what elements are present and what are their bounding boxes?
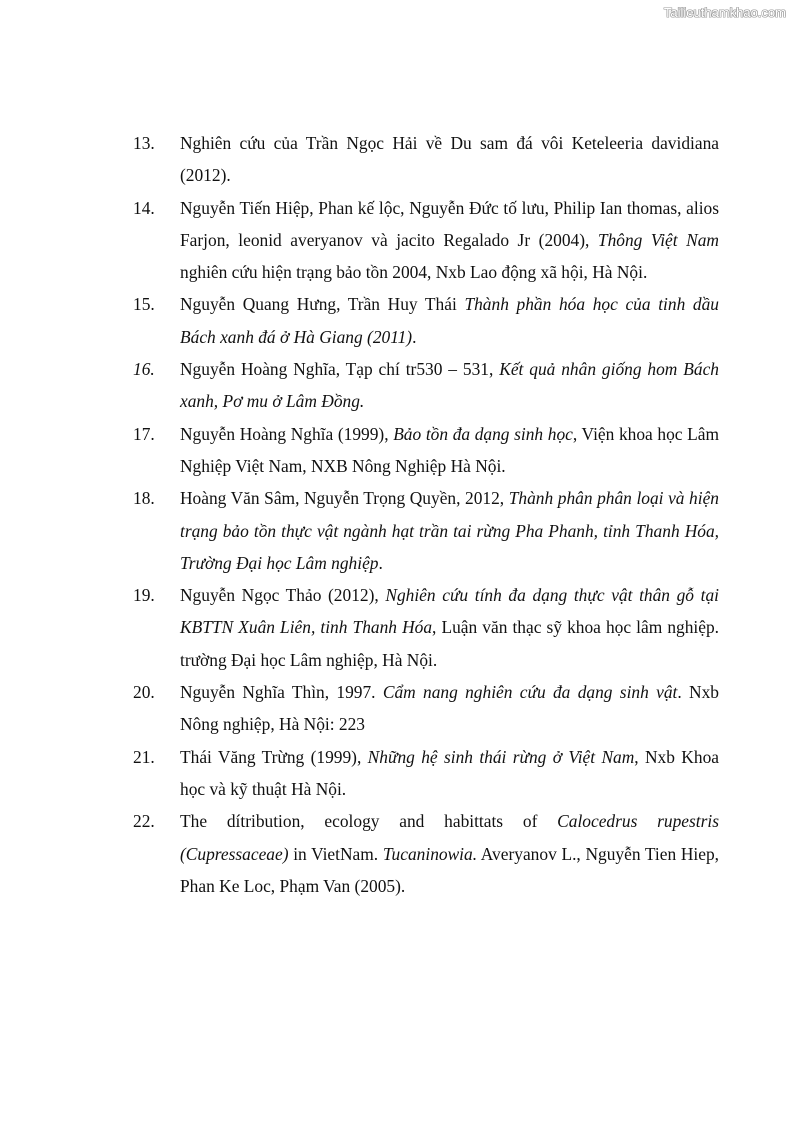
reference-item: [133, 741, 719, 806]
reference-text: [180, 488, 719, 573]
reference-journal: Tucaninowia.: [382, 843, 478, 864]
reference-number: 18.: [133, 488, 155, 509]
reference-title: Cẩm nang nghiên cứu đa dạng sinh vật: [382, 682, 678, 703]
reference-segment: Nguyễn Tiến Hiệp, Phan kế lộc, Nguyễn Đức tố lưu, Philip Ian thomas, alios Farjon, leonid averyanov và jacito Regalado Jr (2004),: [180, 197, 719, 250]
reference-number: 16.: [133, 359, 155, 380]
reference-text: [180, 359, 719, 411]
reference-segment: .: [378, 552, 383, 573]
reference-title: Bảo tồn đa dạng sinh học: [393, 423, 573, 444]
reference-segment: Nguyễn Nghĩa Thìn, 1997.: [180, 682, 383, 703]
reference-segment: Nguyễn Quang Hưng, Trần Huy Thái: [180, 294, 465, 315]
reference-segment: Averyanov L., Nguyễn Tien Hiep, Phan Ke Loc, Phạm Van (2005).: [180, 843, 719, 896]
reference-item: [133, 127, 719, 192]
reference-number: 22.: [133, 811, 155, 832]
reference-segment: , Viện khoa học Lâm Nghiệp Việt Nam, NXB Nông Nghiệp Hà Nội.: [180, 423, 720, 476]
reference-title: Thành phân phân loại và hiện trạng bảo tồn thực vật ngành hạt trần tai rừng Pha Phanh, tỉnh Thanh Hóa, Trường Đại học Lâm nghiệp: [180, 488, 719, 573]
reference-segment: Nguyễn Ngọc Thảo (2012),: [180, 585, 386, 606]
reference-segment: Nghiên cứu của Trần Ngọc Hải về Du sam đá vôi Keteleeria davidiana (2012).: [180, 133, 719, 186]
watermark: Tailieuthamkhao.com: [663, 5, 786, 20]
reference-item: [133, 482, 719, 579]
reference-segment: . Nxb Nông nghiệp, Hà Nội: 223: [180, 682, 719, 735]
reference-number: 14.: [133, 197, 155, 218]
reference-number: 21.: [133, 746, 155, 767]
reference-title: Thông Việt Nam: [597, 229, 719, 250]
reference-title: Những hệ sinh thái rừng ở Việt Nam: [367, 746, 635, 767]
reference-text: [180, 133, 719, 185]
reference-number: 19.: [133, 585, 155, 606]
reference-number: 15.: [133, 294, 155, 315]
reference-item: [133, 288, 719, 353]
reference-segment: , Luận văn thạc sỹ khoa học lâm nghiệp. trường Đại học Lâm nghiệp, Hà Nội.: [180, 617, 719, 670]
reference-title: Nghiên cứu tính đa dạng thực vật thân gỗ tại KBTTN Xuân Liên, tinh Thanh Hóa: [180, 585, 719, 638]
reference-segment: Thái Văng Trừng (1999),: [180, 746, 368, 767]
reference-segment: Nguyễn Hoàng Nghĩa, Tạp chí tr530 – 531,: [180, 359, 500, 380]
reference-title: Kết quả nhân giống hom Bách xanh, Pơ mu ở Lâm Đồng.: [180, 359, 719, 412]
reference-number: 20.: [133, 682, 155, 703]
reference-text: [180, 585, 719, 670]
reference-number: 13.: [133, 133, 155, 153]
reference-item: [133, 418, 719, 483]
reference-item: [133, 579, 719, 676]
reference-item: [133, 353, 719, 418]
reference-segment: nghiên cứu hiện trạng bảo tồn 2004, Nxb Lao động xã hội, Hà Nội.: [180, 262, 648, 283]
reference-segment: Nguyễn Hoàng Nghĩa (1999),: [180, 423, 394, 444]
reference-segment: .: [412, 326, 417, 347]
reference-list: [133, 127, 719, 902]
reference-text: [180, 424, 719, 476]
reference-text: [180, 811, 719, 896]
reference-number: 17.: [133, 423, 155, 444]
reference-segment: , Nxb Khoa học và kỹ thuật Hà Nội.: [180, 746, 719, 799]
reference-title: Thành phần hóa học của tinh dầu Bách xanh đá ở Hà Giang (2011): [180, 294, 719, 347]
reference-text: [180, 747, 719, 799]
reference-text: [180, 682, 719, 734]
reference-segment: The dítribution, ecology and habittats of: [180, 811, 558, 832]
reference-text: [180, 198, 719, 283]
reference-segment: Hoàng Văn Sâm, Nguyễn Trọng Quyền, 2012,: [180, 488, 509, 509]
reference-item: [133, 805, 719, 902]
reference-title: Calocedrus rupestris (Cupressaceae): [180, 811, 719, 864]
reference-text: [180, 294, 719, 346]
reference-item: [133, 676, 719, 741]
reference-item: [133, 192, 719, 289]
reference-segment: in VietNam.: [288, 843, 383, 864]
